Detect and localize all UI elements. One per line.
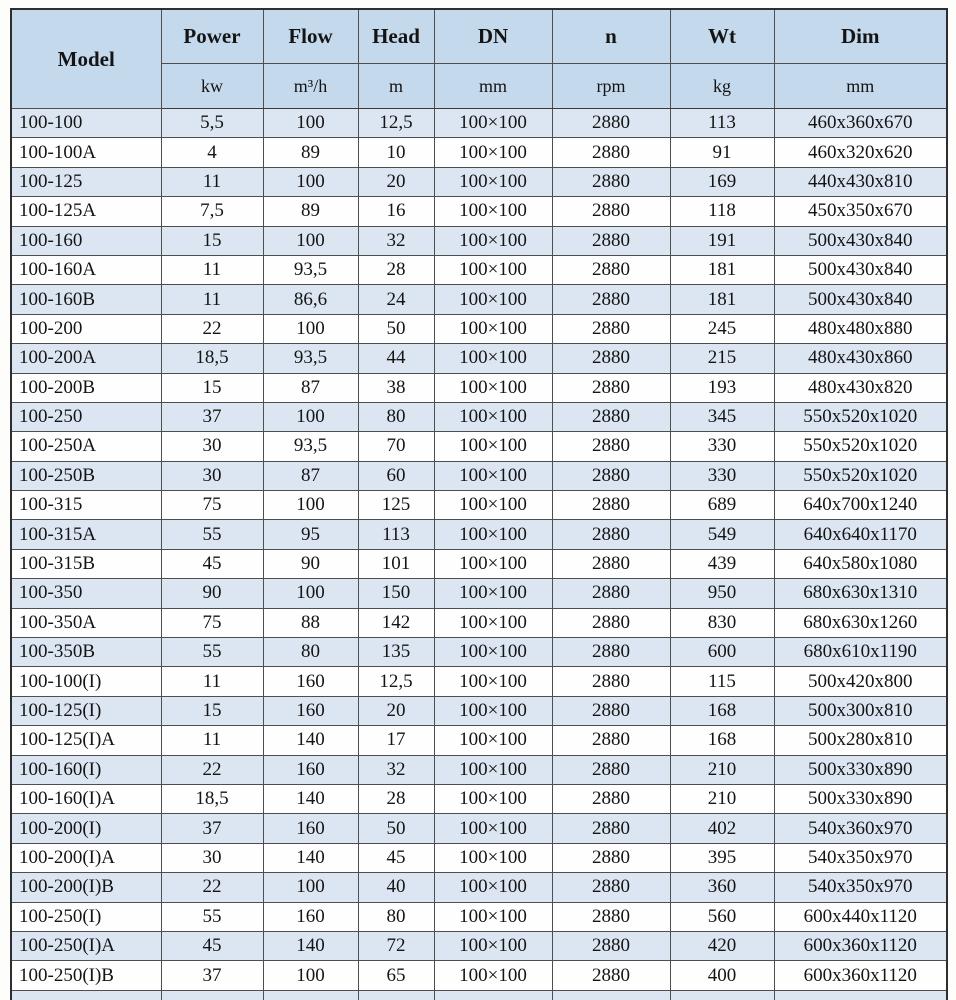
model-cell: 100-200A bbox=[11, 344, 161, 373]
value-cell: 7,5 bbox=[161, 197, 263, 226]
model-cell: 100-315 bbox=[11, 491, 161, 520]
value-cell: 88 bbox=[263, 608, 358, 637]
value-cell: 2880 bbox=[552, 549, 670, 578]
model-cell: 100-350 bbox=[11, 579, 161, 608]
value-cell: 15 bbox=[161, 373, 263, 402]
table-row bbox=[11, 167, 947, 196]
model-cell: 100-200(I)A bbox=[11, 843, 161, 872]
table-row bbox=[11, 314, 947, 343]
value-cell: 2880 bbox=[552, 696, 670, 725]
empty-cell bbox=[552, 990, 670, 1000]
value-cell: 11 bbox=[161, 726, 263, 755]
value-cell: 16 bbox=[358, 197, 434, 226]
value-cell: 93,5 bbox=[263, 432, 358, 461]
table-row bbox=[11, 961, 947, 990]
value-cell: 2880 bbox=[552, 138, 670, 167]
table-row bbox=[11, 638, 947, 667]
model-cell: 100-250(I)B bbox=[11, 961, 161, 990]
table-row bbox=[11, 608, 947, 637]
value-cell: 640x580x1080 bbox=[774, 549, 947, 578]
value-cell: 11 bbox=[161, 667, 263, 696]
value-cell: 245 bbox=[670, 314, 774, 343]
model-cell: 100-250(I) bbox=[11, 902, 161, 931]
value-cell: 100 bbox=[263, 491, 358, 520]
value-cell: 680x610x1190 bbox=[774, 638, 947, 667]
value-cell: 100×100 bbox=[434, 696, 552, 725]
table-row bbox=[11, 109, 947, 138]
value-cell: 191 bbox=[670, 226, 774, 255]
value-cell: 2880 bbox=[552, 344, 670, 373]
column-header-model: Model bbox=[11, 9, 161, 109]
value-cell: 20 bbox=[358, 696, 434, 725]
value-cell: 140 bbox=[263, 726, 358, 755]
value-cell: 22 bbox=[161, 873, 263, 902]
value-cell: 2880 bbox=[552, 285, 670, 314]
value-cell: 101 bbox=[358, 549, 434, 578]
value-cell: 480x430x860 bbox=[774, 344, 947, 373]
value-cell: 60 bbox=[358, 461, 434, 490]
value-cell: 345 bbox=[670, 402, 774, 431]
value-cell: 2880 bbox=[552, 843, 670, 872]
unit-head: m bbox=[358, 64, 434, 109]
value-cell: 37 bbox=[161, 402, 263, 431]
table-row bbox=[11, 843, 947, 872]
value-cell: 100 bbox=[263, 961, 358, 990]
value-cell: 100×100 bbox=[434, 638, 552, 667]
value-cell: 360 bbox=[670, 873, 774, 902]
value-cell: 2880 bbox=[552, 461, 670, 490]
value-cell: 100 bbox=[263, 314, 358, 343]
value-cell: 193 bbox=[670, 373, 774, 402]
model-cell: 100-315B bbox=[11, 549, 161, 578]
value-cell: 168 bbox=[670, 726, 774, 755]
value-cell: 950 bbox=[670, 579, 774, 608]
value-cell: 549 bbox=[670, 520, 774, 549]
model-cell: 100-125 bbox=[11, 167, 161, 196]
value-cell: 140 bbox=[263, 843, 358, 872]
table-row bbox=[11, 402, 947, 431]
table-row bbox=[11, 373, 947, 402]
value-cell: 2880 bbox=[552, 109, 670, 138]
empty-cell bbox=[434, 990, 552, 1000]
column-header-flow: Flow bbox=[263, 9, 358, 64]
value-cell: 169 bbox=[670, 167, 774, 196]
value-cell: 330 bbox=[670, 432, 774, 461]
pump-spec-table bbox=[10, 8, 948, 1000]
unit-wt: kg bbox=[670, 64, 774, 109]
value-cell: 93,5 bbox=[263, 344, 358, 373]
value-cell: 2880 bbox=[552, 491, 670, 520]
value-cell: 2880 bbox=[552, 432, 670, 461]
value-cell: 439 bbox=[670, 549, 774, 578]
empty-cell bbox=[161, 990, 263, 1000]
value-cell: 640x700x1240 bbox=[774, 491, 947, 520]
value-cell: 480x480x880 bbox=[774, 314, 947, 343]
value-cell: 160 bbox=[263, 755, 358, 784]
table-row bbox=[11, 931, 947, 960]
model-cell: 100-200B bbox=[11, 373, 161, 402]
value-cell: 142 bbox=[358, 608, 434, 637]
value-cell: 37 bbox=[161, 961, 263, 990]
value-cell: 100×100 bbox=[434, 843, 552, 872]
value-cell: 100×100 bbox=[434, 784, 552, 813]
value-cell: 50 bbox=[358, 314, 434, 343]
value-cell: 100×100 bbox=[434, 755, 552, 784]
value-cell: 100×100 bbox=[434, 667, 552, 696]
value-cell: 100 bbox=[263, 873, 358, 902]
value-cell: 135 bbox=[358, 638, 434, 667]
model-cell: 100-100 bbox=[11, 109, 161, 138]
value-cell: 640x640x1170 bbox=[774, 520, 947, 549]
value-cell: 680x630x1310 bbox=[774, 579, 947, 608]
value-cell: 118 bbox=[670, 197, 774, 226]
value-cell: 210 bbox=[670, 784, 774, 813]
table-row bbox=[11, 285, 947, 314]
value-cell: 100×100 bbox=[434, 402, 552, 431]
value-cell: 680x630x1260 bbox=[774, 608, 947, 637]
empty-cell bbox=[263, 990, 358, 1000]
value-cell: 560 bbox=[670, 902, 774, 931]
value-cell: 100×100 bbox=[434, 255, 552, 284]
value-cell: 113 bbox=[670, 109, 774, 138]
value-cell: 75 bbox=[161, 608, 263, 637]
column-header-n: n bbox=[552, 9, 670, 64]
value-cell: 100×100 bbox=[434, 461, 552, 490]
value-cell: 181 bbox=[670, 285, 774, 314]
value-cell: 500x300x810 bbox=[774, 696, 947, 725]
value-cell: 160 bbox=[263, 696, 358, 725]
value-cell: 330 bbox=[670, 461, 774, 490]
value-cell: 500x420x800 bbox=[774, 667, 947, 696]
model-cell: 100-125(I) bbox=[11, 696, 161, 725]
value-cell: 2880 bbox=[552, 520, 670, 549]
value-cell: 90 bbox=[263, 549, 358, 578]
value-cell: 100×100 bbox=[434, 167, 552, 196]
value-cell: 540x360x970 bbox=[774, 814, 947, 843]
value-cell: 87 bbox=[263, 461, 358, 490]
value-cell: 100 bbox=[263, 579, 358, 608]
value-cell: 160 bbox=[263, 667, 358, 696]
unit-dim: mm bbox=[774, 64, 947, 109]
value-cell: 18,5 bbox=[161, 344, 263, 373]
value-cell: 140 bbox=[263, 784, 358, 813]
value-cell: 2880 bbox=[552, 314, 670, 343]
model-cell: 100-315A bbox=[11, 520, 161, 549]
column-header-dn: DN bbox=[434, 9, 552, 64]
value-cell: 30 bbox=[161, 461, 263, 490]
table-row bbox=[11, 226, 947, 255]
table-row bbox=[11, 344, 947, 373]
value-cell: 50 bbox=[358, 814, 434, 843]
model-cell: 100-250B bbox=[11, 461, 161, 490]
value-cell: 540x350x970 bbox=[774, 843, 947, 872]
value-cell: 2880 bbox=[552, 638, 670, 667]
model-cell: 100-160B bbox=[11, 285, 161, 314]
value-cell: 600x360x1120 bbox=[774, 931, 947, 960]
value-cell: 480x430x820 bbox=[774, 373, 947, 402]
value-cell: 2880 bbox=[552, 902, 670, 931]
value-cell: 460x320x620 bbox=[774, 138, 947, 167]
table-row bbox=[11, 755, 947, 784]
value-cell: 2880 bbox=[552, 755, 670, 784]
model-cell: 100-350A bbox=[11, 608, 161, 637]
value-cell: 420 bbox=[670, 931, 774, 960]
value-cell: 540x350x970 bbox=[774, 873, 947, 902]
value-cell: 45 bbox=[161, 931, 263, 960]
value-cell: 500x430x840 bbox=[774, 226, 947, 255]
empty-cell bbox=[358, 990, 434, 1000]
unit-n: rpm bbox=[552, 64, 670, 109]
table-body bbox=[11, 109, 947, 1000]
value-cell: 210 bbox=[670, 755, 774, 784]
value-cell: 30 bbox=[161, 432, 263, 461]
value-cell: 10 bbox=[358, 138, 434, 167]
value-cell: 125 bbox=[358, 491, 434, 520]
value-cell: 2880 bbox=[552, 814, 670, 843]
value-cell: 55 bbox=[161, 638, 263, 667]
value-cell: 2880 bbox=[552, 784, 670, 813]
value-cell: 160 bbox=[263, 902, 358, 931]
value-cell: 100×100 bbox=[434, 726, 552, 755]
value-cell: 100×100 bbox=[434, 961, 552, 990]
value-cell: 113 bbox=[358, 520, 434, 549]
value-cell: 500x330x890 bbox=[774, 755, 947, 784]
value-cell: 65 bbox=[358, 961, 434, 990]
value-cell: 100×100 bbox=[434, 491, 552, 520]
value-cell: 100×100 bbox=[434, 344, 552, 373]
value-cell: 600x360x1120 bbox=[774, 961, 947, 990]
value-cell: 689 bbox=[670, 491, 774, 520]
value-cell: 80 bbox=[358, 902, 434, 931]
value-cell: 2880 bbox=[552, 226, 670, 255]
value-cell: 100×100 bbox=[434, 314, 552, 343]
value-cell: 550x520x1020 bbox=[774, 432, 947, 461]
header-label-row bbox=[11, 9, 947, 64]
value-cell: 100×100 bbox=[434, 579, 552, 608]
value-cell: 100×100 bbox=[434, 373, 552, 402]
model-cell: 100-250A bbox=[11, 432, 161, 461]
column-header-dim: Dim bbox=[774, 9, 947, 64]
empty-cell bbox=[11, 990, 161, 1000]
model-cell: 100-160A bbox=[11, 255, 161, 284]
table-row bbox=[11, 197, 947, 226]
value-cell: 2880 bbox=[552, 667, 670, 696]
value-cell: 2880 bbox=[552, 931, 670, 960]
table-row bbox=[11, 873, 947, 902]
value-cell: 12,5 bbox=[358, 109, 434, 138]
value-cell: 40 bbox=[358, 873, 434, 902]
model-cell: 100-250(I)A bbox=[11, 931, 161, 960]
value-cell: 80 bbox=[358, 402, 434, 431]
value-cell: 17 bbox=[358, 726, 434, 755]
value-cell: 55 bbox=[161, 520, 263, 549]
value-cell: 100×100 bbox=[434, 285, 552, 314]
value-cell: 70 bbox=[358, 432, 434, 461]
value-cell: 100×100 bbox=[434, 138, 552, 167]
value-cell: 100 bbox=[263, 402, 358, 431]
value-cell: 37 bbox=[161, 814, 263, 843]
value-cell: 15 bbox=[161, 696, 263, 725]
partial-table-row bbox=[11, 990, 947, 1000]
table-row bbox=[11, 902, 947, 931]
table-row bbox=[11, 549, 947, 578]
value-cell: 90 bbox=[161, 579, 263, 608]
value-cell: 500x430x840 bbox=[774, 285, 947, 314]
table-row bbox=[11, 461, 947, 490]
value-cell: 86,6 bbox=[263, 285, 358, 314]
model-cell: 100-160(I) bbox=[11, 755, 161, 784]
value-cell: 28 bbox=[358, 784, 434, 813]
table-row bbox=[11, 696, 947, 725]
value-cell: 2880 bbox=[552, 961, 670, 990]
value-cell: 100×100 bbox=[434, 931, 552, 960]
value-cell: 87 bbox=[263, 373, 358, 402]
value-cell: 2880 bbox=[552, 197, 670, 226]
value-cell: 2880 bbox=[552, 373, 670, 402]
value-cell: 80 bbox=[263, 638, 358, 667]
model-cell: 100-125A bbox=[11, 197, 161, 226]
value-cell: 2880 bbox=[552, 255, 670, 284]
value-cell: 20 bbox=[358, 167, 434, 196]
value-cell: 45 bbox=[358, 843, 434, 872]
unit-dn: mm bbox=[434, 64, 552, 109]
value-cell: 44 bbox=[358, 344, 434, 373]
value-cell: 550x520x1020 bbox=[774, 402, 947, 431]
value-cell: 2880 bbox=[552, 873, 670, 902]
value-cell: 100 bbox=[263, 167, 358, 196]
value-cell: 460x360x670 bbox=[774, 109, 947, 138]
value-cell: 100×100 bbox=[434, 520, 552, 549]
model-cell: 100-100(I) bbox=[11, 667, 161, 696]
value-cell: 72 bbox=[358, 931, 434, 960]
value-cell: 15 bbox=[161, 226, 263, 255]
table-row bbox=[11, 491, 947, 520]
value-cell: 100 bbox=[263, 109, 358, 138]
model-cell: 100-350B bbox=[11, 638, 161, 667]
empty-cell bbox=[670, 990, 774, 1000]
value-cell: 830 bbox=[670, 608, 774, 637]
model-cell: 100-200 bbox=[11, 314, 161, 343]
value-cell: 400 bbox=[670, 961, 774, 990]
unit-power: kw bbox=[161, 64, 263, 109]
model-cell: 100-100A bbox=[11, 138, 161, 167]
value-cell: 2880 bbox=[552, 726, 670, 755]
model-cell: 100-200(I)B bbox=[11, 873, 161, 902]
value-cell: 215 bbox=[670, 344, 774, 373]
model-cell: 100-160(I)A bbox=[11, 784, 161, 813]
value-cell: 45 bbox=[161, 549, 263, 578]
value-cell: 100×100 bbox=[434, 608, 552, 637]
value-cell: 100×100 bbox=[434, 226, 552, 255]
value-cell: 168 bbox=[670, 696, 774, 725]
value-cell: 5,5 bbox=[161, 109, 263, 138]
value-cell: 95 bbox=[263, 520, 358, 549]
value-cell: 11 bbox=[161, 285, 263, 314]
unit-flow: m³/h bbox=[263, 64, 358, 109]
value-cell: 150 bbox=[358, 579, 434, 608]
value-cell: 11 bbox=[161, 255, 263, 284]
table-row bbox=[11, 667, 947, 696]
table-row bbox=[11, 784, 947, 813]
table-row bbox=[11, 579, 947, 608]
value-cell: 402 bbox=[670, 814, 774, 843]
value-cell: 100×100 bbox=[434, 109, 552, 138]
column-header-power: Power bbox=[161, 9, 263, 64]
model-cell: 100-250 bbox=[11, 402, 161, 431]
value-cell: 600x440x1120 bbox=[774, 902, 947, 931]
value-cell: 100 bbox=[263, 226, 358, 255]
value-cell: 55 bbox=[161, 902, 263, 931]
value-cell: 93,5 bbox=[263, 255, 358, 284]
value-cell: 160 bbox=[263, 814, 358, 843]
column-header-wt: Wt bbox=[670, 9, 774, 64]
empty-cell bbox=[774, 990, 947, 1000]
value-cell: 2880 bbox=[552, 402, 670, 431]
table-row bbox=[11, 814, 947, 843]
table-row bbox=[11, 432, 947, 461]
table-row bbox=[11, 520, 947, 549]
value-cell: 2880 bbox=[552, 608, 670, 637]
value-cell: 38 bbox=[358, 373, 434, 402]
value-cell: 450x350x670 bbox=[774, 197, 947, 226]
value-cell: 100×100 bbox=[434, 432, 552, 461]
value-cell: 550x520x1020 bbox=[774, 461, 947, 490]
table-row bbox=[11, 726, 947, 755]
value-cell: 22 bbox=[161, 755, 263, 784]
value-cell: 115 bbox=[670, 667, 774, 696]
value-cell: 32 bbox=[358, 755, 434, 784]
model-cell: 100-200(I) bbox=[11, 814, 161, 843]
value-cell: 22 bbox=[161, 314, 263, 343]
value-cell: 91 bbox=[670, 138, 774, 167]
value-cell: 100×100 bbox=[434, 197, 552, 226]
value-cell: 30 bbox=[161, 843, 263, 872]
value-cell: 100×100 bbox=[434, 902, 552, 931]
value-cell: 2880 bbox=[552, 167, 670, 196]
table-header bbox=[11, 9, 947, 109]
value-cell: 500x280x810 bbox=[774, 726, 947, 755]
value-cell: 12,5 bbox=[358, 667, 434, 696]
model-cell: 100-160 bbox=[11, 226, 161, 255]
value-cell: 140 bbox=[263, 931, 358, 960]
value-cell: 440x430x810 bbox=[774, 167, 947, 196]
value-cell: 4 bbox=[161, 138, 263, 167]
value-cell: 24 bbox=[358, 285, 434, 314]
column-header-head: Head bbox=[358, 9, 434, 64]
value-cell: 89 bbox=[263, 138, 358, 167]
value-cell: 75 bbox=[161, 491, 263, 520]
value-cell: 32 bbox=[358, 226, 434, 255]
value-cell: 11 bbox=[161, 167, 263, 196]
value-cell: 2880 bbox=[552, 579, 670, 608]
table-row bbox=[11, 138, 947, 167]
model-cell: 100-125(I)A bbox=[11, 726, 161, 755]
value-cell: 100×100 bbox=[434, 873, 552, 902]
value-cell: 500x330x890 bbox=[774, 784, 947, 813]
value-cell: 89 bbox=[263, 197, 358, 226]
value-cell: 600 bbox=[670, 638, 774, 667]
value-cell: 181 bbox=[670, 255, 774, 284]
table-row bbox=[11, 255, 947, 284]
value-cell: 500x430x840 bbox=[774, 255, 947, 284]
value-cell: 100×100 bbox=[434, 549, 552, 578]
value-cell: 18,5 bbox=[161, 784, 263, 813]
value-cell: 395 bbox=[670, 843, 774, 872]
value-cell: 28 bbox=[358, 255, 434, 284]
value-cell: 100×100 bbox=[434, 814, 552, 843]
